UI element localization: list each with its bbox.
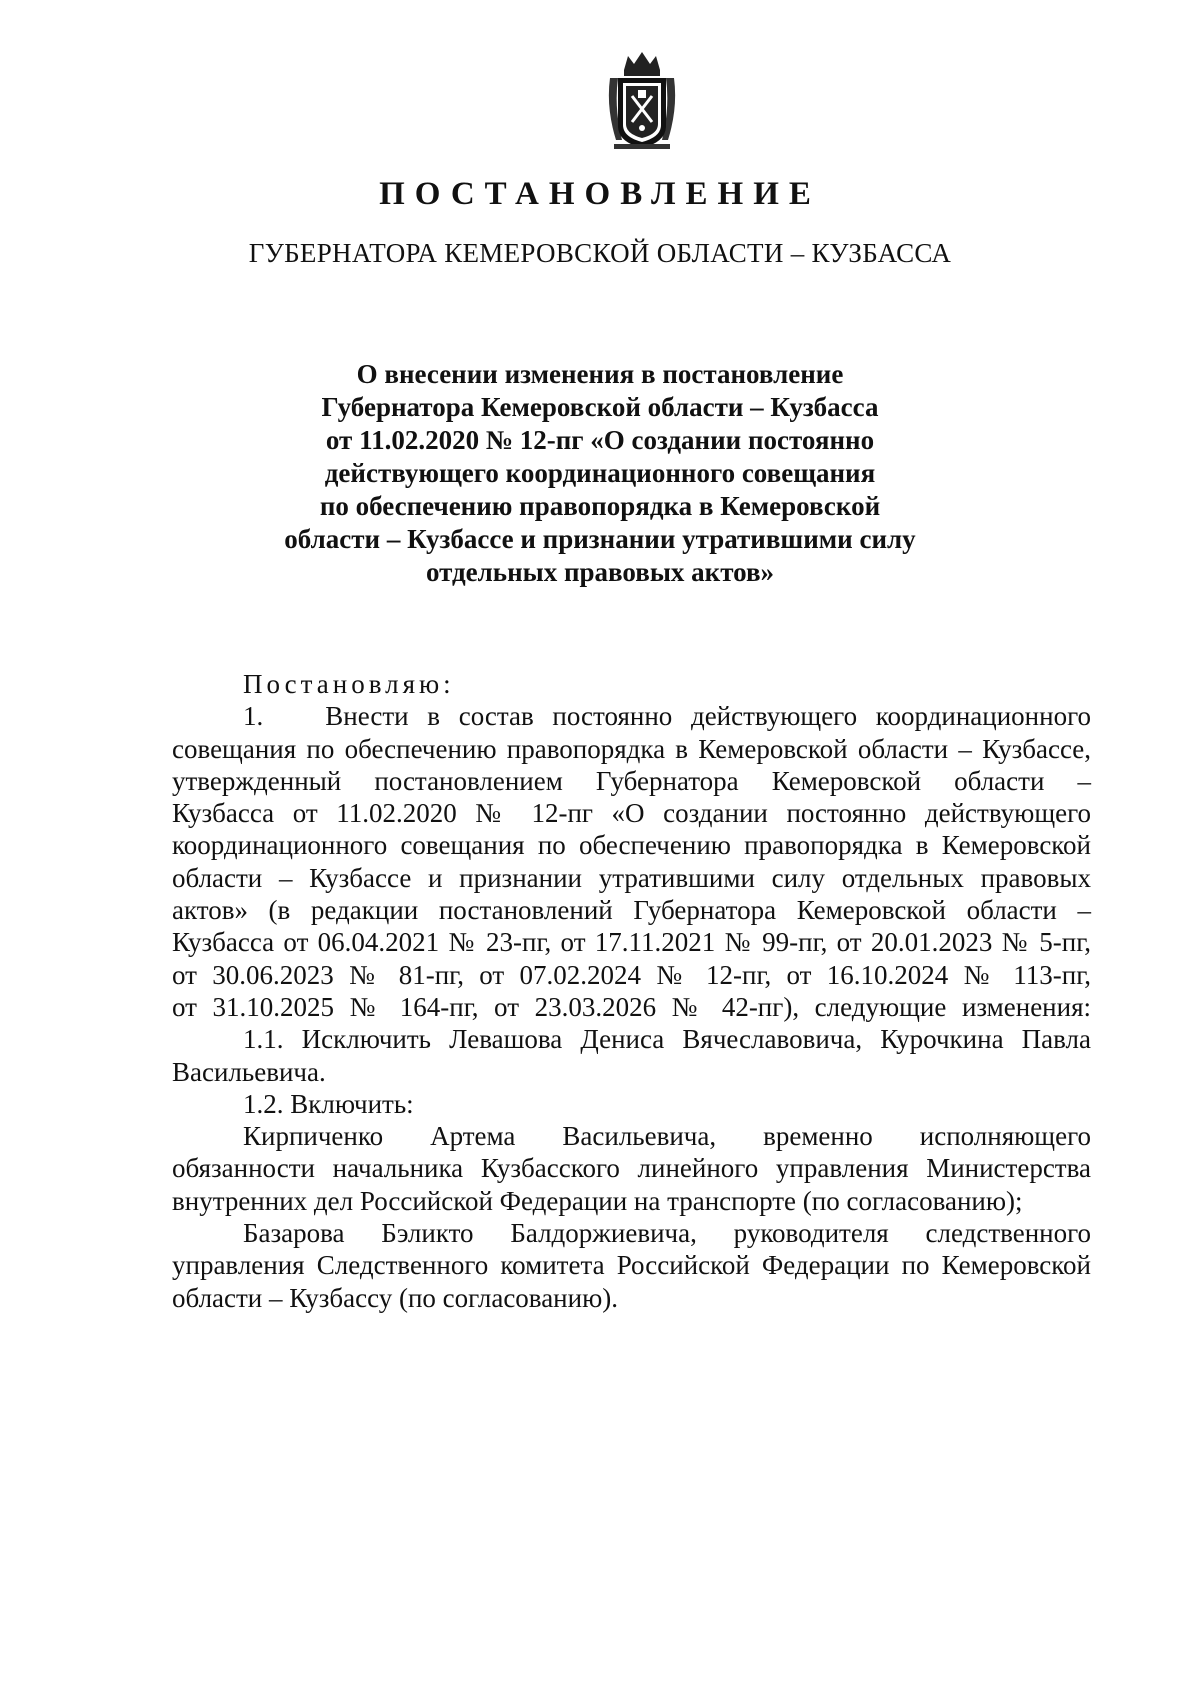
document-body xyxy=(172,668,1091,1314)
person-2-line: области – Кузбассу (по согласованию). xyxy=(172,1282,618,1313)
item-1-line: координационного совещания по обеспечению правопорядка в Кемеровской xyxy=(172,830,1091,861)
item-1-line: Кузбасса от 11.02.2020 № 12-пг «О создании постоянно действующего xyxy=(172,798,1091,829)
title-line: действующего координационного совещания xyxy=(324,458,876,488)
person-2-line: Базарова Бэликто Балдоржиевича, руководителя следственного xyxy=(243,1218,1091,1249)
person-1-line: обязанности начальника Кузбасского линейного управления Министерства xyxy=(172,1153,1091,1184)
person-2-line: управления Следственного комитета Российской Федерации по Кемеровской xyxy=(172,1250,1091,1281)
item-1-line: Внести в состав постоянно действующего координационного xyxy=(325,701,1091,732)
item-1-line: от 31.10.2025 № 164-пг, от 23.03.2026 № 42-пг), следующие изменения: xyxy=(172,991,1091,1022)
item-1-first-line xyxy=(172,700,1091,732)
item-1-line: от 30.06.2023 № 81-пг, от 07.02.2024 № 12-пг, от 16.10.2024 № 113-пг, xyxy=(172,959,1091,990)
title-line: отдельных правовых актов» xyxy=(425,557,775,587)
issuer-heading: ГУБЕРНАТОРА КЕМЕРОВСКОЙ ОБЛАСТИ – КУЗБАССА xyxy=(248,238,952,268)
item-1-line: области – Кузбассе и признании утратившими силу отдельных правовых xyxy=(172,862,1091,893)
title-line: от 11.02.2020 № 12-пг «О создании постоянно xyxy=(325,425,875,455)
document-type: ПОСТАНОВЛЕНИЕ xyxy=(379,176,821,212)
item-1-number: 1. xyxy=(243,701,264,732)
item-1-2: 1.2. Включить: xyxy=(243,1088,414,1119)
coat-of-arms-icon xyxy=(604,48,680,152)
title-line: Губернатора Кемеровской области – Кузбасса xyxy=(321,392,879,422)
title-line: по обеспечению правопорядка в Кемеровской xyxy=(319,491,881,521)
title-line: области – Кузбассе и признании утратившими силу xyxy=(284,524,916,554)
item-1-line: Кузбасса от 06.04.2021 № 23-пг, от 17.11.2021 № 99-пг, от 20.01.2023 № 5-пг, xyxy=(172,927,1091,958)
item-1-line: актов» (в редакции постановлений Губернатора Кемеровской области – xyxy=(172,895,1091,926)
item-1-line: утвержденный постановлением Губернатора Кемеровской области – xyxy=(172,765,1091,796)
person-1-line: Кирпиченко Артема Васильевича, временно исполняющего xyxy=(243,1121,1091,1152)
title-line: О внесении изменения в постановление xyxy=(356,359,844,389)
document-title xyxy=(150,358,1050,589)
person-1-line: внутренних дел Российской Федерации на транспорте (по согласованию); xyxy=(172,1185,1023,1216)
decree-word: Постановляю: xyxy=(243,669,455,699)
item-1-line: совещания по обеспечению правопорядка в Кемеровской области – Кузбассе, xyxy=(172,733,1091,764)
item-1-1-line: 1.1. Исключить Левашова Дениса Вячеславовича, Курочкина Павла xyxy=(243,1024,1091,1055)
item-1-1-line: Васильевича. xyxy=(172,1056,326,1087)
